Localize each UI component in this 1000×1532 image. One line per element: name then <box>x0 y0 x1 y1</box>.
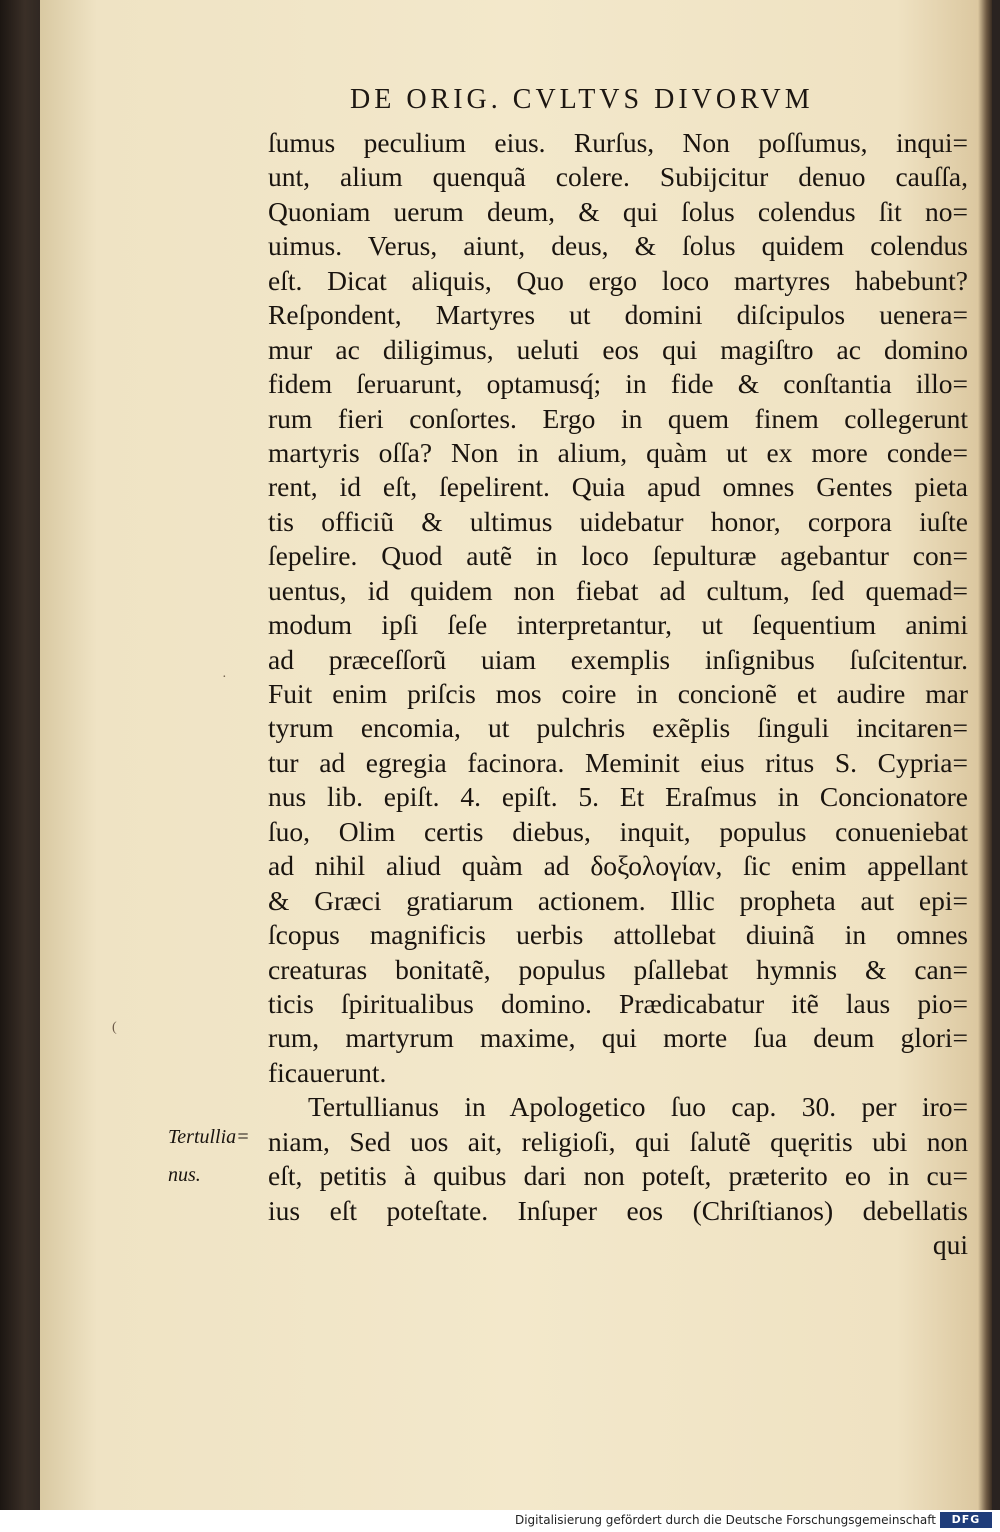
text-line: tis officiũ & ultimus uidebatur honor, corpora iuſte <box>268 505 968 537</box>
dfg-logo: DFG <box>940 1512 992 1528</box>
text-line: & Græci gratiarum actionem. Illic propheta aut epi= <box>268 884 968 916</box>
text-line: ius eſt poteſtate. Inſuper eos (Chriſtianos) debellatis <box>268 1194 968 1226</box>
text-line: eſt, petitis à quibus dari non poteſt, præterito eo in cu= <box>268 1160 968 1192</box>
text-line: eſt. Dicat aliquis, Quo ergo loco martyres habebunt? <box>268 264 968 296</box>
text-line: ſepelire. Quod autẽ in loco ſepulturæ agebantur con= <box>268 540 968 572</box>
text-line: ſcopus magnificis uerbis attollebat diuinã in omnes <box>268 919 968 951</box>
text-line: Reſpondent, Martyres ut domini diſcipulos uenera= <box>268 299 968 331</box>
text-line: nus lib. epiſt. 4. epiſt. 5. Et Eraſmus in Concionatore <box>268 781 968 813</box>
text-line: ſumus peculium eius. Rurſus, Non poſſumus, inqui= <box>268 127 968 158</box>
ink-speck: ( <box>112 1020 117 1035</box>
text-line: Fuit enim priſcis mos coire in concionẽ et audire mar <box>268 678 968 709</box>
text-line: ſuo, Olim certis diebus, inquit, populus conueniebat <box>268 815 968 847</box>
text-line: rum, martyrum maxime, qui morte ſua deum glori= <box>268 1022 968 1054</box>
text-line: modum ipſi ſeſe interpretantur, ut ſequentium animi <box>268 609 968 641</box>
text-line: Quoniam uerum deum, & qui ſolus colendus ſit no= <box>268 195 968 227</box>
text-line: ad nihil aliud quàm ad δοξολογίαν, ſic enim appellant <box>268 850 968 882</box>
text-line: martyris oſſa? Non in alium, quàm ut ex more conde= <box>268 436 968 468</box>
text-line: creaturas bonitatẽ, populus pſallebat hymnis & can= <box>268 953 968 985</box>
marginal-note-line: Tertullia= <box>168 1126 250 1148</box>
text-line: rum fieri conſortes. Ergo in quem finem collegerunt <box>268 402 968 434</box>
text-line: niam, Sed uos ait, religioſi, qui ſalutẽ quęritis ubi non <box>268 1125 968 1157</box>
marginal-note-line: nus. <box>168 1164 201 1186</box>
catchword: qui <box>932 1229 968 1260</box>
page-edge <box>978 0 992 1510</box>
ink-speck: · <box>222 670 227 685</box>
text-line: tyrum encomia, ut pulchris exẽplis ſinguli incitaren= <box>268 712 968 744</box>
footer-credit: Digitalisierung gefördert durch die Deutsche Forschungsgemeinschaft <box>514 1513 936 1527</box>
main-text-block <box>268 126 968 1262</box>
text-line: ficauerunt. <box>268 1056 387 1088</box>
text-line: rent, id eſt, ſepelirent. Quia apud omnes Gentes pieta <box>268 471 968 503</box>
text-line: unt, alium quenquã colere. Subijcitur denuo cauſſa, <box>268 161 968 193</box>
text-line: tur ad egregia facinora. Meminit eius ritus S. Cypria= <box>268 746 968 778</box>
text-line: ticis ſpiritualibus domino. Prædicabatur itẽ laus pio= <box>268 987 968 1019</box>
text-line: fidem ſeruarunt, optamusq́; in fide & conſtantia illo= <box>268 368 968 400</box>
text-line: ad præceſſorũ uiam exemplis inſignibus ſuſcitentur. <box>268 643 968 675</box>
text-line: mur ac diligimus, ueluti eos qui magiſtro ac domino <box>268 333 968 365</box>
text-line: uentus, id quidem non fiebat ad cultum, ſed quemad= <box>268 574 968 606</box>
digitization-footer <box>0 1510 1000 1532</box>
marginal-note <box>168 1118 278 1194</box>
paragraph-start-line: Tertullianus in Apologetico ſuo cap. 30. per iro= <box>308 1091 968 1123</box>
text-line: uimus. Verus, aiunt, deus, & ſolus quidem colendus <box>268 230 968 262</box>
running-head: DE ORIG. CVLTVS DIVORVM <box>350 84 814 115</box>
